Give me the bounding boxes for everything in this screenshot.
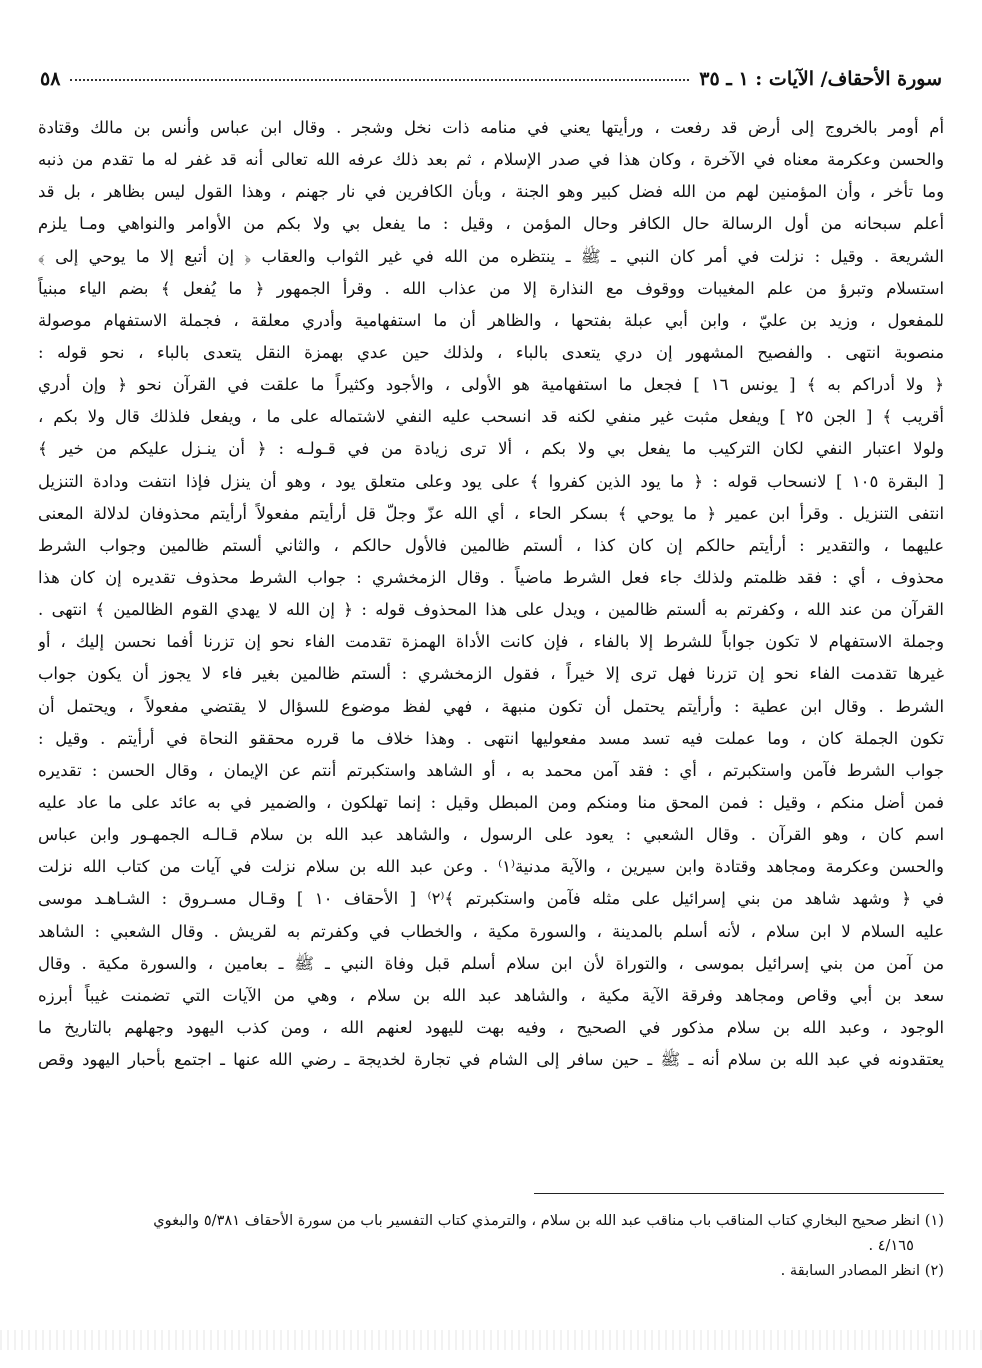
text-line: القرآن من عند الله ، وكفرتم به ألستم ظالمين ، ويدل على هذا المحذوف قوله : ﴿ إن الله لا يهدي القوم الظالمين ﴾ انتهى . (38, 600, 944, 620)
text-line: محذوف ، أي : فقد ظلمتم ولذلك جاء فعل الشرط ماضياً . وقال الزمخشري : جواب الشرط محذوف تقديره إن كان هذا (38, 567, 944, 587)
text-line: من آمن من بني إسرائيل بموسى ، والتوراة لأن ابن سلام أسلم قبل وفاة النبي ـ ﷺ ـ بعامين ، والسورة مكية . وقال (38, 953, 944, 973)
text-line: في ﴿ وشهد شاهد من بني إسرائيل على مثله فآمن واستكبرتم ﴾⁽٢⁾ [ الأحقاف ١٠ ] وقـال مسـروق : الشـاهـد موسى (38, 889, 944, 909)
body-text (38, 112, 944, 1076)
text-line: جواب الشرط فآمن واستكبرتم ، أي : فقد آمن محمد به ، أو الشاهد واستكبرتم أنتم عن الإيمان ، وقال الحسن : تقديره (38, 760, 944, 780)
footnote-1-continuation: ٤/١٦٥ . (868, 1237, 914, 1254)
text-line: للمفعول ، وزيد بن عليّ ، وابن أبي عبلة بفتحها ، والظاهر أن ما استفهامية وأدري معلقة ، فجملة الاستفهام موصولة (38, 310, 944, 330)
running-title: سورة الأحقاف/ الآيات : ١ ـ ٣٥ (699, 68, 942, 90)
text-line: وما تأخر ، وأن المؤمنين لهم من الله فضل كبير وهو الجنة ، وبأن الكافرين في نار جهنم ، وهذا القول ليس بظاهر ، بل قد (38, 182, 944, 202)
text-line: تكون الجملة كان ، وما عملت فيه تسد مسد مفعوليها انتهى . وهذا خلاف ما قرره محققو النحاة في أرأيتم . وقيل : (38, 728, 944, 748)
text-line: الشريعة . وقيل : نزلت في أمر كان النبي ـ ﷺ ـ ينتظره من الله في غير الثواب والعقاب ﴿ إن أتبع إلا ما يوحي إلى ﴾ (38, 246, 944, 266)
text-line: غيرها تقدمت الفاء نحو إن تزرنا فهل ترى إلا خيراً ، فقول الزمخشري : ألستم ظالمين بغير فاء لا يجوز أن يكون جواب (38, 664, 944, 684)
header-dotted-leader (70, 77, 689, 81)
text-line: منصوبة انتهى . والفصيح المشهور إن دري يتعدى بالباء ، ولذلك حين عدي بهمزة النقل يتعدى بالباء ، نحو قوله : (38, 342, 944, 362)
text-line: انتفى التنزيل . وقرأ ابن عمير ﴿ ما يوحي ﴾ بسكر الحاء ، أي الله عزّ وجلّ قل أرأيتم مفعولاً أرأيتم محذوفان لدلالة المعنى (38, 503, 944, 523)
footnotes (38, 1208, 944, 1283)
text-line: يعتقدونه في عبد الله بن سلام أنه ـ ﷺ ـ حين سافر إلى الشام في تجارة لخديجة ـ رضي الله عنها ـ اجتمع بأحبار اليهود وقص (38, 1050, 944, 1070)
text-line: استسلام وتبرؤ من علم المغيبات ووقوف مع النذارة إلا من عذاب الله . وقرأ الجمهور ﴿ ما يُفعل ﴾ بضم الياء مبنياً (38, 278, 944, 298)
text-line: فمن أضل منكم ، وقيل : فمن المحق منا ومنكم ومن المبطل وقيل : إنما تهلكون ، والضمير في به عائد على ما عاد عليه (38, 792, 944, 812)
text-line: عليه السلام لا ابن سلام ، لأنه أسلم بالمدينة ، والسورة مكية ، والخطاب في وكفرتم به لقريش . وقال الشعبي : الشاهد (38, 921, 944, 941)
text-line: والحسن وعكرمة ومجاهد وقتادة وابن سيرين ، والآية مدنية⁽١⁾ . وعن عبد الله بن سلام نزلت في آيات من كتاب الله نزلت (38, 857, 944, 877)
text-line: ولولا اعتبار النفي لكان التركيب ما يفعل بي ولا بكم ، ألا ترى زيادة من في قـولـه : ﴿ أن ينـزل عليكم من خير ﴾ (38, 439, 944, 459)
scan-artifact-strip (0, 1330, 982, 1350)
text-line: أعلم سبحانه من أول الرسالة حال الكافر وحال المؤمن ، وقيل : ما يفعل بي ولا بكم من الأوامر والنواهي ومـا يلزم (38, 214, 944, 234)
footnote-1: (١) انظر صحيح البخاري كتاب المناقب باب مناقب عبد الله بن سلام ، والترمذي كتاب التفسير باب من سورة الأحقاف ٥/٣٨١ والبغوي (153, 1212, 944, 1229)
text-line: [ البقرة ١٠٥ ] لانسحاب قوله : ﴿ ما يود الذين كفروا ﴾ على يود وعلى متعلق يود ، وهو أن ينزل فإذا انتفت ودادة التنزيل (38, 471, 944, 491)
text-line: أقريب ﴾ [ الجن ٢٥ ] ويفعل مثبت غير منفي لكنه قد انسحب عليه النفي لاشتماله على ما ، ويفعل فلذلك قال ولا بكم ، (38, 407, 944, 427)
footnote-2: (٢) انظر المصادر السابقة . (780, 1262, 944, 1279)
text-line: أم أومر بالخروج إلى أرض قد رفعت ، ورأيتها يعني في منامه ذات نخل وشجر . وقال ابن عباس وأنس بن مالك وقتادة (38, 118, 944, 137)
text-line: ﴿ ولا أدراكم به ﴾ [ يونس ١٦ ] فجعل ما استفهامية هو الأولى ، والأجود وكثيراً ما علقت في القرآن نحو ﴿ وإن أدري (38, 375, 944, 395)
text-line: والحسن وعكرمة معناه في الآخرة ، وكان هذا في صدر الإسلام ، ثم بعد ذلك عرفه الله تعالى أنه قد غفر له ما تقدم من ذنبه (38, 150, 944, 170)
text-line: الشرط . وقال ابن عطية : وأرأيتم يحتمل أن تكون منبهة ، فهي لفظ موضوع للسؤال لا يقتضي مفعولاً ، ويحتمل أن (38, 696, 944, 716)
text-line: سعد بن أبي وقاص ومجاهد وفرقة الآية مكية ، والشاهد عبد الله بن سلام ، وهي من الآيات التي تضمنت غيباً أبرزه (38, 985, 944, 1005)
text-line: عليهما ، والتقدير : أرأيتم حالكم إن كان كذا ، ألستم ظالمين فالأول حالكم ، والثاني ألستم ظالمين وجواب الشرط (38, 535, 944, 555)
page-number: ٥٨ (40, 68, 61, 90)
text-line: اسم كان ، وهو القرآن . وقال الشعبي : يعود على الرسول ، والشاهد عبد الله بن سلام قـالـه الجمهـور وابن عباس (38, 825, 944, 845)
running-header (40, 64, 942, 94)
text-line: الوجود ، وعبد الله بن سلام مذكور في الصحيح ، وفيه بهت لليهود لعنهم الله ، ومن كذب اليهود وجهلهم بالتاريخ ما (38, 1017, 944, 1037)
text-line: وجملة الاستفهام لا تكون جواباً للشرط إلا بالفاء ، فإن كانت الأداة الهمزة تقدمت الفاء نحو إن تزرنا أفما نحسن إليك ، أو (38, 632, 944, 652)
footnote-divider (534, 1193, 944, 1194)
